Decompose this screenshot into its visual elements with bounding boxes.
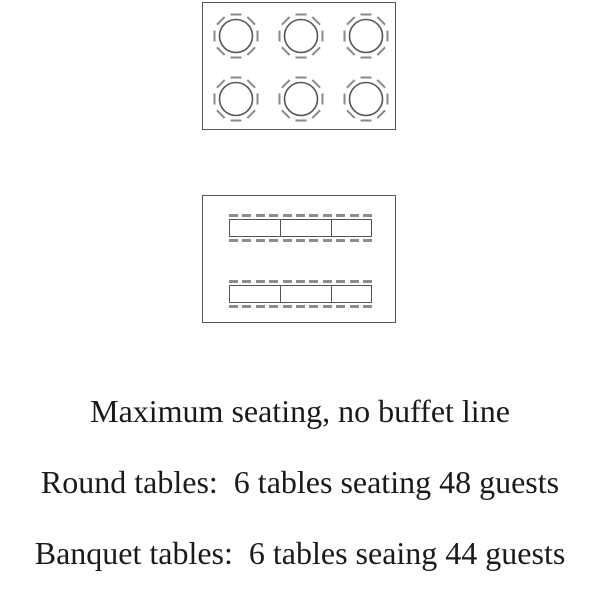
chair-row-top bbox=[229, 280, 372, 283]
chair-dash bbox=[283, 280, 292, 283]
banquet-table bbox=[229, 219, 281, 237]
chair-dash bbox=[217, 47, 225, 55]
chair-dash bbox=[217, 17, 225, 25]
round-table bbox=[208, 71, 264, 127]
chair-dash bbox=[256, 239, 265, 242]
banquet-table-strip bbox=[229, 219, 372, 237]
round-table bbox=[338, 8, 394, 64]
chair-dash bbox=[217, 80, 225, 88]
chair-dash bbox=[217, 110, 225, 118]
chair-dash bbox=[312, 17, 320, 25]
banquet-table-strip bbox=[229, 285, 372, 303]
chair-dash bbox=[377, 80, 385, 88]
banquet-table bbox=[280, 219, 333, 237]
banquet-table bbox=[331, 219, 372, 237]
banquet-table bbox=[331, 285, 372, 303]
round-table bbox=[208, 8, 264, 64]
chair-dash bbox=[309, 214, 318, 217]
chair-row-bottom bbox=[229, 305, 372, 308]
caption-round-tables: Round tables: 6 tables seating 48 guests bbox=[40, 464, 560, 500]
chair-dash bbox=[229, 214, 238, 217]
chair-dash bbox=[229, 305, 238, 308]
chair-dash bbox=[282, 80, 290, 88]
chair-dash bbox=[296, 239, 305, 242]
chair-dash bbox=[309, 280, 318, 283]
chair-dash bbox=[283, 305, 292, 308]
chair-dash bbox=[247, 47, 255, 55]
chair-row-top bbox=[229, 214, 372, 217]
chair-dash bbox=[350, 239, 359, 242]
chair-dash bbox=[347, 80, 355, 88]
chair-dash bbox=[336, 214, 345, 217]
chair-dash bbox=[336, 280, 345, 283]
round-table bbox=[338, 71, 394, 127]
chair-dash bbox=[377, 17, 385, 25]
chair-dash bbox=[242, 305, 251, 308]
chair-dash bbox=[256, 305, 265, 308]
chair-dash bbox=[247, 110, 255, 118]
chair-dash bbox=[350, 305, 359, 308]
caption-max-seating: Maximum seating, no buffet line bbox=[90, 393, 510, 429]
chair-dash bbox=[323, 239, 332, 242]
chair-dash bbox=[283, 239, 292, 242]
round-table-top bbox=[285, 83, 318, 116]
chair-dash bbox=[347, 110, 355, 118]
banquet-table bbox=[229, 285, 281, 303]
round-table-top bbox=[350, 20, 383, 53]
chair-dash bbox=[312, 110, 320, 118]
chair-dash bbox=[323, 305, 332, 308]
round-table-top bbox=[220, 83, 253, 116]
chair-dash bbox=[350, 280, 359, 283]
banquet-tables-room bbox=[202, 195, 396, 323]
chair-dash bbox=[269, 280, 278, 283]
chair-dash bbox=[229, 280, 238, 283]
chair-dash bbox=[377, 110, 385, 118]
chair-dash bbox=[242, 214, 251, 217]
chair-dash bbox=[247, 17, 255, 25]
caption-banquet-tables: Banquet tables: 6 tables seaing 44 guests bbox=[34, 535, 566, 571]
chair-dash bbox=[347, 17, 355, 25]
chair-dash bbox=[350, 214, 359, 217]
round-table-top bbox=[285, 20, 318, 53]
chair-dash bbox=[242, 280, 251, 283]
banquet-table bbox=[280, 285, 333, 303]
chair-dash bbox=[256, 214, 265, 217]
chair-dash bbox=[323, 280, 332, 283]
round-tables-room bbox=[202, 2, 396, 130]
round-table-top bbox=[350, 83, 383, 116]
chair-dash bbox=[296, 280, 305, 283]
chair-dash bbox=[309, 239, 318, 242]
chair-dash bbox=[312, 47, 320, 55]
round-table bbox=[273, 71, 329, 127]
chair-dash bbox=[377, 47, 385, 55]
chair-dash bbox=[336, 239, 345, 242]
chair-dash bbox=[363, 280, 372, 283]
chair-dash bbox=[363, 239, 372, 242]
chair-dash bbox=[247, 80, 255, 88]
chair-dash bbox=[269, 214, 278, 217]
chair-dash bbox=[363, 214, 372, 217]
chair-dash bbox=[269, 239, 278, 242]
chair-dash bbox=[256, 280, 265, 283]
chair-dash bbox=[282, 110, 290, 118]
chair-dash bbox=[312, 80, 320, 88]
chair-dash bbox=[296, 305, 305, 308]
chair-dash bbox=[309, 305, 318, 308]
chair-dash bbox=[363, 305, 372, 308]
chair-dash bbox=[269, 305, 278, 308]
round-table bbox=[273, 8, 329, 64]
chair-dash bbox=[323, 214, 332, 217]
chair-dash bbox=[336, 305, 345, 308]
chair-row-bottom bbox=[229, 239, 372, 242]
chair-dash bbox=[229, 239, 238, 242]
chair-dash bbox=[347, 47, 355, 55]
chair-dash bbox=[296, 214, 305, 217]
chair-dash bbox=[242, 239, 251, 242]
chair-dash bbox=[283, 214, 292, 217]
chair-dash bbox=[282, 17, 290, 25]
chair-dash bbox=[282, 47, 290, 55]
round-table-top bbox=[220, 20, 253, 53]
